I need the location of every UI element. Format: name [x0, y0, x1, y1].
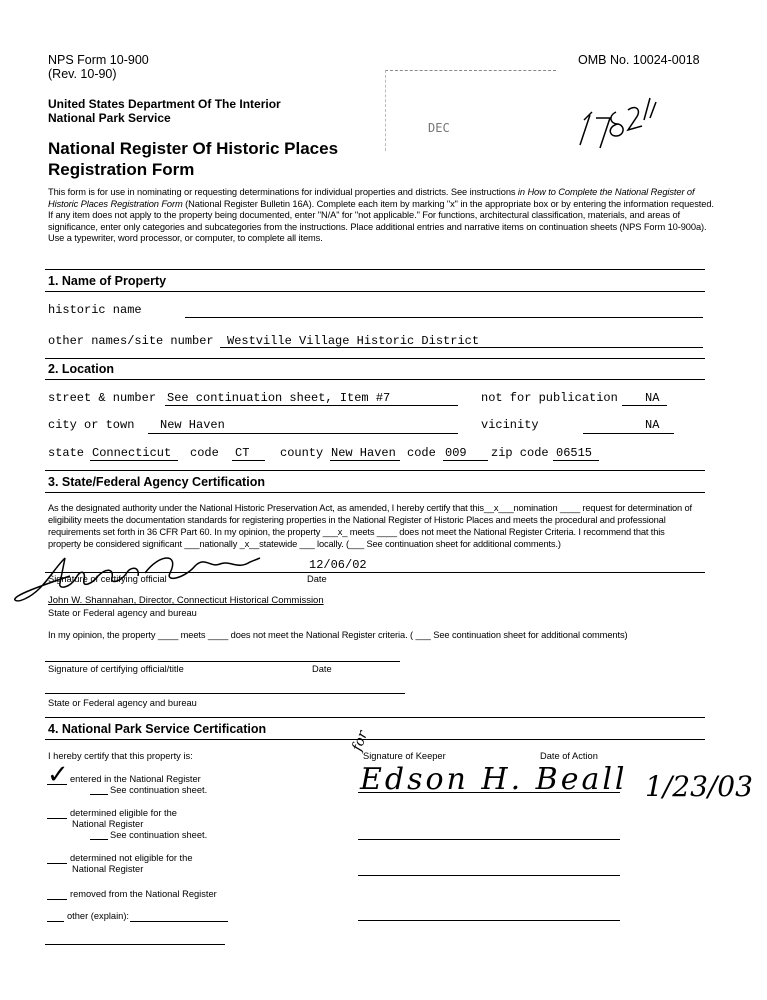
- see-continuation-1: See continuation sheet.: [110, 785, 208, 795]
- state-value: Connecticut: [92, 446, 172, 460]
- county-code-underline: [443, 460, 488, 461]
- zip-label: zip code: [491, 446, 549, 460]
- removed-option: removed from the National Register: [70, 889, 217, 899]
- determined-eligible-line2: National Register: [72, 819, 144, 829]
- other-names-value: Westville Village Historic District: [227, 334, 480, 348]
- section1-top-rule: [45, 269, 705, 270]
- opinion-text: In my opinion, the property ____ meets ____ does not meet the National Register criteria. ( ___ See continuation sheet for additional comments): [48, 630, 628, 640]
- section4-bottom-rule: [45, 739, 705, 740]
- county-label: county: [280, 446, 324, 460]
- city-label: city or town: [48, 418, 135, 432]
- det-not-eligible-blank[interactable]: [47, 863, 67, 864]
- certification-paragraph-line4: property be considered significant ___nationally _x__statewide ___ locally. (___ See continuation sheet for additional comments.): [48, 539, 561, 549]
- date-of-action-label: Date of Action: [540, 751, 598, 761]
- county-value: New Haven: [331, 446, 396, 460]
- section1-heading: 1. Name of Property: [48, 274, 167, 288]
- det-eligible-blank[interactable]: [47, 818, 67, 819]
- street-value: See continuation sheet, Item #7: [167, 391, 391, 405]
- zip-underline: [553, 460, 599, 461]
- service-name: National Park Service: [48, 111, 171, 125]
- street-underline: [165, 405, 458, 406]
- historic-name-underline: [185, 317, 703, 318]
- entered-check-mark: ✓: [47, 760, 69, 790]
- section2-heading: 2. Location: [48, 362, 114, 376]
- section3-top-rule: [45, 470, 705, 471]
- entered-blank[interactable]: [47, 784, 67, 785]
- state-code-label: code: [190, 446, 219, 460]
- keeper-line-3: [358, 875, 620, 876]
- signature-title-line: [45, 661, 400, 662]
- other-option: other (explain):: [67, 911, 130, 921]
- not-for-publication-value: NA: [645, 391, 660, 405]
- certifying-signature-label: Signature of certifying official: [48, 574, 167, 584]
- department-name: United States Department Of The Interior: [48, 97, 281, 111]
- section4-intro: I hereby certify that this property is:: [48, 751, 193, 761]
- county-code-value: 009: [445, 446, 467, 460]
- signature-date-label: Date: [312, 664, 332, 674]
- determined-not-eligible-line2: National Register: [72, 864, 144, 874]
- determined-not-eligible-line1: determined not eligible for the: [70, 853, 193, 863]
- form-title-line2: Registration Form: [48, 160, 195, 179]
- see-cont2-blank[interactable]: [90, 839, 108, 840]
- city-value: New Haven: [160, 418, 225, 432]
- keeper-signature-label: Signature of Keeper: [363, 751, 446, 761]
- other-blank[interactable]: [47, 921, 64, 922]
- state-underline: [90, 460, 178, 461]
- signature-title-label: Signature of certifying official/title: [48, 664, 184, 674]
- certifying-date-label: Date: [307, 574, 327, 584]
- handwritten-reference-number: [570, 90, 660, 160]
- section4-top-rule: [45, 717, 705, 718]
- form-revision: (Rev. 10-90): [48, 67, 117, 81]
- other-explain-line[interactable]: [130, 921, 228, 922]
- certification-paragraph-line2: eligibility meets the documentation standards for registering properties in the National Register of Historic Places and meets the procedural and professional: [48, 515, 666, 525]
- date-of-action-value: 1/23/03: [645, 770, 753, 803]
- city-underline: [148, 433, 458, 434]
- certification-date-value: 12/06/02: [309, 558, 367, 572]
- other-names-label: other names/site number: [48, 334, 214, 348]
- vicinity-label: vicinity: [481, 418, 539, 432]
- section2-bottom-rule: [45, 379, 705, 380]
- stamp-text: DEC: [428, 121, 450, 135]
- keeper-line-1: [358, 792, 620, 793]
- section1-bottom-rule: [45, 291, 705, 292]
- form-number: NPS Form 10-900: [48, 53, 149, 67]
- street-label: street & number: [48, 391, 157, 405]
- keeper-line-2: [358, 839, 620, 840]
- removed-blank[interactable]: [47, 899, 67, 900]
- state-code-underline: [232, 460, 265, 461]
- not-for-publication-label: not for publication: [481, 391, 618, 405]
- received-stamp: [385, 70, 556, 151]
- other-explain-line2[interactable]: [45, 944, 225, 945]
- other-names-underline: [220, 347, 703, 348]
- section3-bottom-rule: [45, 492, 705, 493]
- omb-number: OMB No. 10024-0018: [578, 53, 700, 67]
- agency-label2: State or Federal agency and bureau: [48, 698, 197, 708]
- agency-line2: [45, 693, 405, 694]
- certifier-name: John W. Shannahan, Director, Connecticut Historical Commission: [48, 595, 324, 606]
- zip-value: 06515: [556, 446, 593, 460]
- entered-option: entered in the National Register: [70, 774, 201, 784]
- section3-heading: 3. State/Federal Agency Certification: [48, 475, 265, 489]
- certification-paragraph-line1: As the designated authority under the National Historic Preservation Act, as amended, I hereby certify that this__x___nomination ____ request for determination of: [48, 503, 692, 513]
- section4-heading: 4. National Park Service Certification: [48, 722, 267, 736]
- form-instructions: This form is for use in nominating or requesting determinations for individual properties and districts. See instructions in How to Complete the National Register of Historic Places Registration Form (National Register Bulletin 16A). Complete each item by marking "x" in the appropriate box or by entering the information requested. If any item does not apply to the property being documented, enter "N/A" for "not applicable." For functions, architectural classification, materials, and areas of significance, enter only categories and subcategories from the instructions. Place additional entries and narrative items on continuation sheets (NPS Form 10-900a). Use a typewriter, word processor, or computer, to complete all items.: [48, 187, 714, 244]
- determined-eligible-line1: determined eligible for the: [70, 808, 177, 818]
- certification-paragraph-line3: requirements set forth in 36 CFR Part 60. In my opinion, the property ___x_ meets ____ does not meet the National Register Criteria. I recommend that this: [48, 527, 665, 537]
- see-continuation-2: See continuation sheet.: [110, 830, 208, 840]
- not-for-publication-underline: [622, 405, 667, 406]
- keeper-signature: Edson H. Beall: [360, 762, 628, 797]
- vicinity-underline: [583, 433, 674, 434]
- agency-label: State or Federal agency and bureau: [48, 608, 197, 618]
- historic-name-label: historic name: [48, 303, 142, 317]
- vicinity-value: NA: [645, 418, 660, 432]
- county-code-label: code: [407, 446, 436, 460]
- section2-top-rule: [45, 358, 705, 359]
- handwritten-for: for: [349, 728, 372, 754]
- state-label: state: [48, 446, 85, 460]
- state-code-value: CT: [235, 446, 250, 460]
- keeper-line-4: [358, 920, 620, 921]
- see-cont1-blank[interactable]: [90, 794, 108, 795]
- form-title-line1: National Register Of Historic Places: [48, 139, 339, 158]
- county-underline: [330, 460, 400, 461]
